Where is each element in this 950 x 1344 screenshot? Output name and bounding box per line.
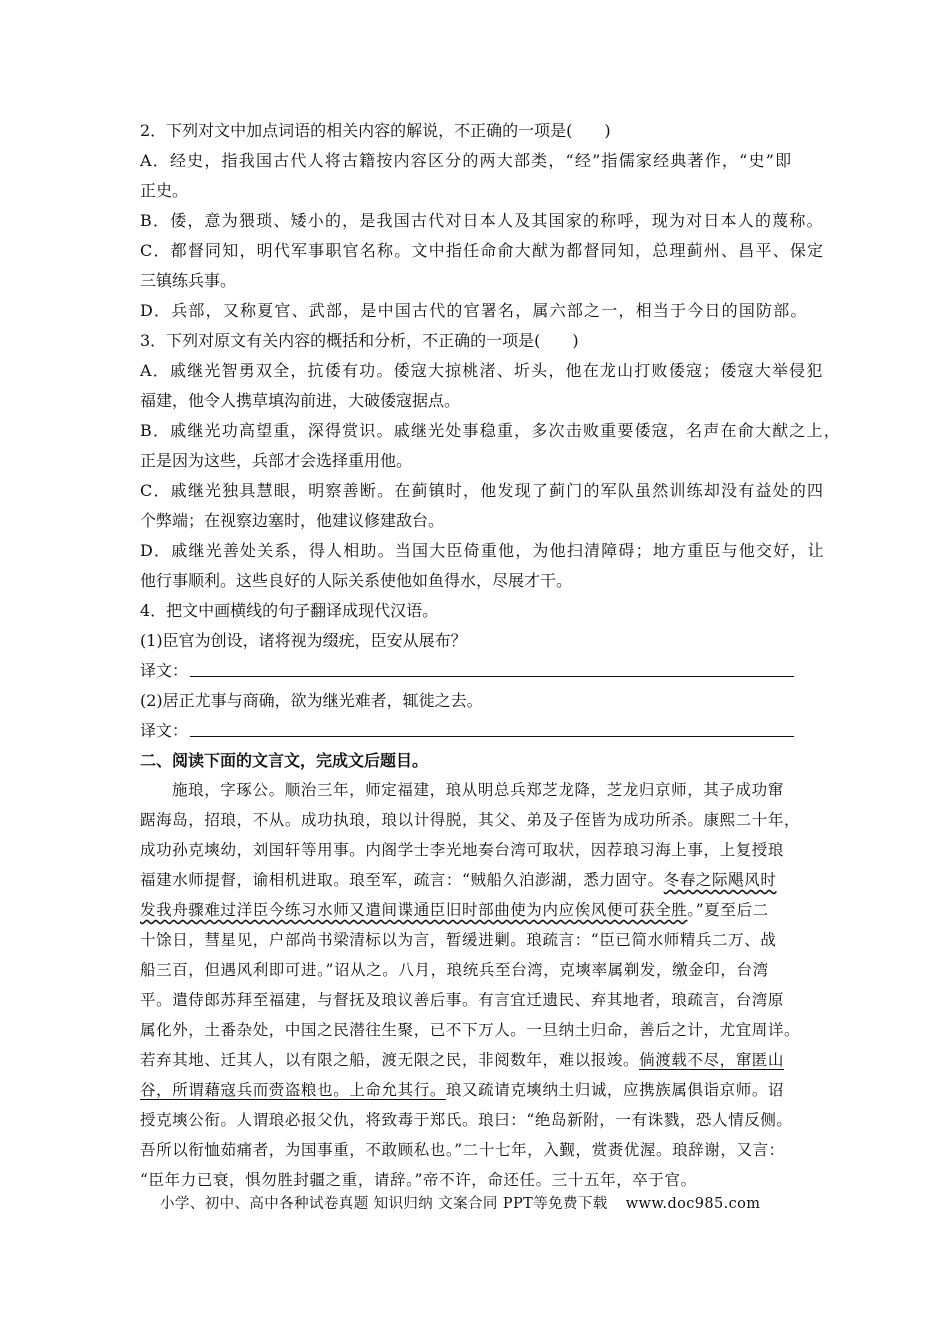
q2-option-d: D．兵部，又称夏官、武部，是中国古代的官署名，属六部之一，相当于今日的国防部。	[140, 301, 808, 320]
q2-option-a-line1: A．经史，指我国古代人将古籍按内容区分的两大部类，“经”指儒家经典著作，“史”即	[140, 151, 793, 170]
q2-option-c-line1: C．都督同知，明代军事职官名称。文中指任命俞大猷为都督同知，总理蓟州、昌平、保定	[140, 241, 825, 260]
passage-line: 授克塽公衔。人谓琅必报父仇，将致毒于郑氏。琅曰：“绝岛新附，一有诛戮，恐人情反侧。	[140, 1111, 793, 1129]
passage-line: 施琅，字琢公。顺治三年，师定福建，琅从明总兵郑芝龙降，芝龙归京师，其子成功窜	[172, 781, 784, 799]
q2-option-a-line2: 正史。	[140, 181, 189, 200]
q4-sentence-2: (2)居正尤事与商确，欲为继光难者，辄徙之去。	[140, 691, 483, 710]
passage-line	[140, 1078, 784, 1100]
passage-line: 成功孙克塽幼，刘国轩等用事。内阁学士李光地奏台湾可取状，因荐琅习海上事，上复授琅	[140, 841, 785, 859]
translation-label-1: 译文：	[140, 661, 189, 680]
underlined-sentence: 谷，所谓藉寇兵而赍盗粮也。	[140, 1081, 350, 1099]
footer-text: 小学、初中、高中各种试卷真题 知识归纳 文案合同 PPT等免费下载	[160, 1196, 608, 1212]
q3-stem: 3．下列对原文有关内容的概括和分析，不正确的一项是( )	[140, 331, 579, 350]
q2-option-c-line2: 三镇练兵事。	[140, 271, 237, 290]
passage-line: 船三百，但遇风利即可进。”诏从之。八月，琅统兵至台湾，克塽率属剃发，缴金印，台湾	[140, 961, 769, 979]
passage-line: 十馀日，彗星见，户部尚书梁清标以为言，暂缓进剿。琅疏言：“臣已简水师精兵二万、战	[140, 931, 777, 949]
passage-line	[140, 1048, 784, 1070]
q3-option-d-line2: 他行事顺利。这些良好的人际关系使他如鱼得水，尽展才干。	[140, 571, 573, 590]
q3-option-c-line2: 个弊端；在视察边塞时，他建议修建敌台。	[140, 511, 445, 530]
underlined-sentence: 上命允其行。	[349, 1081, 446, 1099]
passage-text: 。”夏至后二	[687, 901, 769, 919]
section2-heading: 二、阅读下面的文言文，完成文后题目。	[140, 751, 429, 770]
underlined-sentence: 倘渡载不尽，窜匿山	[639, 1051, 785, 1069]
marked-sentence: 冬春之际飓风时	[663, 871, 777, 889]
page-footer	[160, 1192, 760, 1213]
marked-sentence: 发我舟骤难过洋臣今练习水师又遣间谍通臣旧时部曲使为内应俟风便可获全胜	[140, 901, 688, 919]
q3-option-a-line2: 福建，他令人携草填沟前进，大破倭寇据点。	[140, 391, 461, 410]
translation-answer-line-2[interactable]	[190, 736, 794, 737]
translation-label-2: 译文：	[140, 721, 189, 740]
translation-answer-line-1[interactable]	[190, 676, 794, 677]
passage-line: “臣年力已衰，惧勿胜封疆之重，请辞。”帝不许，命还任。三十五年，卒于官。	[140, 1171, 697, 1189]
passage-line: 属化外，土番杂处，中国之民潜往生聚，已不下万人。一旦纳土归命，善后之计，尤宜周详。	[140, 1021, 801, 1039]
passage-line: 吾所以衔恤茹痛者，为国事重，不敢顾私也。”二十七年，入觐，赏赉优渥。琅辞谢，又言：	[140, 1141, 785, 1159]
q3-option-c-line1: C．戚继光独具慧眼，明察善断。在蓟镇时，他发现了蓟门的军队虽然训练却没有益处的四	[140, 481, 825, 500]
passage-text: 若弃其地、迁其人，以有限之船，渡无限之民，非阅数年，难以报竣。	[140, 1051, 640, 1069]
passage-line: 踞海岛，招琅，不从。成功执琅，琅以计得脱，其父、弟及子侄皆为成功所杀。康熙二十年，	[140, 811, 801, 829]
q2-stem: 2．下列对文中加点词语的相关内容的解说，不正确的一项是( )	[140, 121, 611, 140]
passage-line	[140, 868, 776, 890]
passage-text: 福建水师提督，谕相机进取。琅至军，疏言：“贼船久泊澎湖，悉力固守。	[140, 871, 664, 889]
passage-line	[140, 898, 769, 920]
q3-option-a-line1: A．戚继光智勇双全，抗倭有功。倭寇大掠桃渚、圻头，他在龙山打败倭寇；倭寇大举侵犯	[140, 361, 824, 380]
passage-line: 平。遣侍郎苏拜至福建，与督抚及琅议善后事。有言宜迁遗民、弃其地者，琅疏言，台湾原	[140, 991, 785, 1009]
footer-url[interactable]: www.doc985.com	[625, 1196, 761, 1212]
q4-stem: 4．把文中画横线的句子翻译成现代汉语。	[140, 601, 439, 620]
q4-sentence-1: (1)臣官为创设，诸将视为缀疣，臣安从展布？	[140, 631, 467, 650]
q3-option-d-line1: D．戚继光善处关系，得人相助。当国大臣倚重他，为他扫清障碍；地方重臣与他交好，让	[140, 541, 825, 560]
q3-option-b-line2: 正是因为这些，兵部才会选择重用他。	[140, 451, 413, 470]
q3-option-b-line1: B．戚继光功高望重，深得赏识。戚继光处事稳重，多次击败重要倭寇，名声在俞大猷之上，	[140, 421, 841, 440]
passage-text: 琅又疏请克塽纳土归诚，应携族属俱诣京师。诏	[445, 1081, 785, 1099]
q2-option-b: B．倭，意为猥琐、矮小的，是我国古代对日本人及其国家的称呼，现为对日本人的蔑称。	[140, 211, 824, 230]
